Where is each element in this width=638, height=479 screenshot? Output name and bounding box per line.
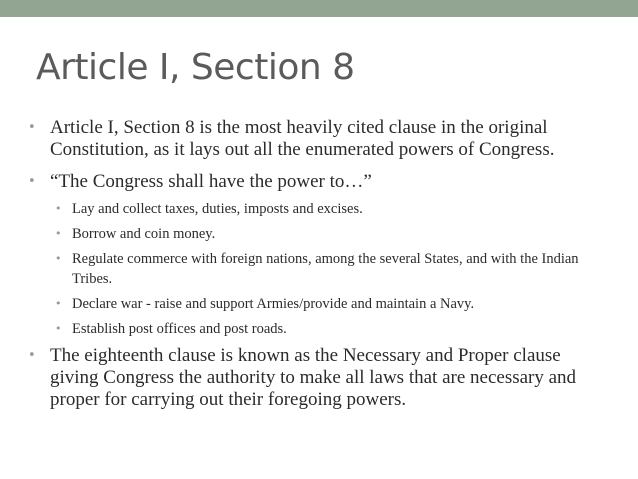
sub-bullet-dot-icon: •: [55, 322, 62, 335]
sub-bullet-item: [28, 224, 608, 244]
sub-bullet-item: [28, 319, 608, 339]
sub-bullet-item: [28, 294, 608, 314]
sub-bullet-text: Borrow and coin money.: [72, 226, 216, 242]
sub-bullet-text: Regulate commerce with foreign nations, among the several States, and with the Indian Tribes.: [72, 251, 579, 287]
bullet-item: [28, 345, 608, 411]
bullet-dot-icon: •: [28, 120, 36, 135]
top-accent-bar: [0, 0, 638, 17]
slide-body: [28, 117, 608, 421]
sub-bullet-item: [28, 249, 608, 289]
sub-bullet-dot-icon: •: [55, 252, 62, 265]
sub-bullet-text: Establish post offices and post roads.: [72, 321, 287, 337]
sub-bullet-dot-icon: •: [55, 297, 62, 310]
sub-bullet-item: [28, 199, 608, 219]
bullet-item: [28, 171, 608, 193]
bullet-text: “The Congress shall have the power to…”: [50, 171, 372, 192]
sub-bullet-dot-icon: •: [55, 227, 62, 240]
bullet-text: The eighteenth clause is known as the Necessary and Proper clause giving Congress the authority to make all laws that are necessary and proper for carrying out their foregoing powers.: [50, 345, 577, 410]
sub-bullet-text: Lay and collect taxes, duties, imposts and excises.: [72, 201, 363, 217]
bullet-item: [28, 117, 608, 161]
slide-title: Article I, Section 8: [36, 47, 355, 88]
sub-bullet-dot-icon: •: [55, 202, 62, 215]
bullet-text: Article I, Section 8 is the most heavily cited clause in the original Constitution, as it lays out all the enumerated powers of Congress.: [50, 117, 555, 160]
bullet-dot-icon: •: [28, 174, 36, 189]
sub-bullet-text: Declare war - raise and support Armies/provide and maintain a Navy.: [72, 296, 475, 312]
bullet-dot-icon: •: [28, 348, 36, 363]
